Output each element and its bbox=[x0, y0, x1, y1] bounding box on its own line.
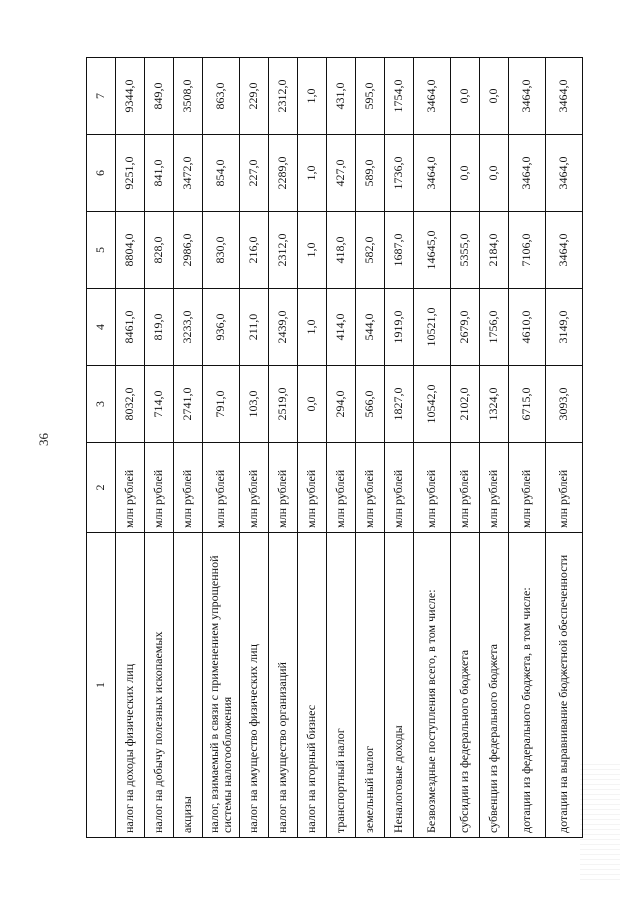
value-cell: 211,0 bbox=[240, 289, 269, 366]
row-unit: млн рублей bbox=[451, 443, 480, 533]
row-label: налог на игорный бизнес bbox=[298, 533, 327, 838]
table-row bbox=[356, 58, 385, 838]
row-unit: млн рублей bbox=[509, 443, 546, 533]
row-unit: млн рублей bbox=[240, 443, 269, 533]
value-cell: 1756,0 bbox=[480, 289, 509, 366]
value-cell: 3464,0 bbox=[414, 135, 451, 212]
value-cell: 841,0 bbox=[145, 135, 174, 212]
table-row bbox=[116, 58, 145, 838]
value-cell: 2679,0 bbox=[451, 289, 480, 366]
row-unit: млн рублей bbox=[414, 443, 451, 533]
value-cell: 229,0 bbox=[240, 58, 269, 135]
table-row bbox=[174, 58, 203, 838]
value-cell: 1754,0 bbox=[385, 58, 414, 135]
value-cell: 14645,0 bbox=[414, 212, 451, 289]
value-cell: 1736,0 bbox=[385, 135, 414, 212]
value-cell: 3508,0 bbox=[174, 58, 203, 135]
header-cell: 7 bbox=[87, 58, 116, 135]
value-cell: 2312,0 bbox=[269, 58, 298, 135]
row-unit: млн рублей bbox=[269, 443, 298, 533]
row-label: дотации на выравнивание бюджетной обеспеченности bbox=[546, 533, 583, 838]
table-row bbox=[145, 58, 174, 838]
value-cell: 595,0 bbox=[356, 58, 385, 135]
header-cell: 6 bbox=[87, 135, 116, 212]
value-cell: 216,0 bbox=[240, 212, 269, 289]
row-label: транспортный налог bbox=[327, 533, 356, 838]
value-cell: 3464,0 bbox=[414, 58, 451, 135]
table-row bbox=[203, 58, 240, 838]
row-unit: млн рублей bbox=[385, 443, 414, 533]
value-cell: 854,0 bbox=[203, 135, 240, 212]
header-cell: 4 bbox=[87, 289, 116, 366]
header-cell: 2 bbox=[87, 443, 116, 533]
value-cell: 1,0 bbox=[298, 289, 327, 366]
value-cell: 2741,0 bbox=[174, 366, 203, 443]
value-cell: 9344,0 bbox=[116, 58, 145, 135]
table-row bbox=[451, 58, 480, 838]
row-unit: млн рублей bbox=[480, 443, 509, 533]
value-cell: 544,0 bbox=[356, 289, 385, 366]
value-cell: 1827,0 bbox=[385, 366, 414, 443]
value-cell: 1687,0 bbox=[385, 212, 414, 289]
value-cell: 1,0 bbox=[298, 212, 327, 289]
value-cell: 431,0 bbox=[327, 58, 356, 135]
value-cell: 566,0 bbox=[356, 366, 385, 443]
value-cell: 589,0 bbox=[356, 135, 385, 212]
value-cell: 0,0 bbox=[451, 58, 480, 135]
value-cell: 0,0 bbox=[480, 58, 509, 135]
budget-table bbox=[86, 57, 583, 838]
table-header-row bbox=[87, 58, 116, 838]
value-cell: 828,0 bbox=[145, 212, 174, 289]
value-cell: 10542,0 bbox=[414, 366, 451, 443]
value-cell: 5355,0 bbox=[451, 212, 480, 289]
value-cell: 0,0 bbox=[298, 366, 327, 443]
value-cell: 1919,0 bbox=[385, 289, 414, 366]
value-cell: 2184,0 bbox=[480, 212, 509, 289]
value-cell: 3472,0 bbox=[174, 135, 203, 212]
value-cell: 4610,0 bbox=[509, 289, 546, 366]
header-cell: 5 bbox=[87, 212, 116, 289]
table-row bbox=[385, 58, 414, 838]
value-cell: 2312,0 bbox=[269, 212, 298, 289]
row-label: субсидии из федерального бюджета bbox=[451, 533, 480, 838]
value-cell: 791,0 bbox=[203, 366, 240, 443]
row-label: Неналоговые доходы bbox=[385, 533, 414, 838]
value-cell: 418,0 bbox=[327, 212, 356, 289]
table-row bbox=[240, 58, 269, 838]
row-label: земельный налог bbox=[356, 533, 385, 838]
table-row bbox=[327, 58, 356, 838]
row-label: налог на имущество физических лиц bbox=[240, 533, 269, 838]
value-cell: 2519,0 bbox=[269, 366, 298, 443]
page-number: 36 bbox=[36, 433, 51, 446]
value-cell: 582,0 bbox=[356, 212, 385, 289]
value-cell: 3464,0 bbox=[509, 135, 546, 212]
value-cell: 3233,0 bbox=[174, 289, 203, 366]
row-unit: млн рублей bbox=[145, 443, 174, 533]
table-row bbox=[546, 58, 583, 838]
value-cell: 7106,0 bbox=[509, 212, 546, 289]
scan-artifact bbox=[580, 760, 620, 880]
value-cell: 8804,0 bbox=[116, 212, 145, 289]
row-label: субвенции из федерального бюджета bbox=[480, 533, 509, 838]
value-cell: 103,0 bbox=[240, 366, 269, 443]
value-cell: 427,0 bbox=[327, 135, 356, 212]
table-row bbox=[414, 58, 451, 838]
value-cell: 3149,0 bbox=[546, 289, 583, 366]
row-label: налог на имущество организаций bbox=[269, 533, 298, 838]
value-cell: 8032,0 bbox=[116, 366, 145, 443]
rotated-table-container bbox=[86, 58, 583, 838]
row-unit: млн рублей bbox=[298, 443, 327, 533]
row-unit: млн рублей bbox=[356, 443, 385, 533]
value-cell: 6715,0 bbox=[509, 366, 546, 443]
row-unit: млн рублей bbox=[203, 443, 240, 533]
header-cell: 1 bbox=[87, 533, 116, 838]
value-cell: 10521,0 bbox=[414, 289, 451, 366]
row-label: налог, взимаемый в связи с применением упрощенной системы налогообложения bbox=[203, 533, 240, 838]
row-label: Безвозмездные поступления всего, в том числе: bbox=[414, 533, 451, 838]
value-cell: 1,0 bbox=[298, 58, 327, 135]
row-unit: млн рублей bbox=[327, 443, 356, 533]
value-cell: 1,0 bbox=[298, 135, 327, 212]
value-cell: 3464,0 bbox=[509, 58, 546, 135]
table-row bbox=[509, 58, 546, 838]
value-cell: 294,0 bbox=[327, 366, 356, 443]
row-label: акцизы bbox=[174, 533, 203, 838]
row-unit: млн рублей bbox=[546, 443, 583, 533]
row-label: дотации из федерального бюджета, в том числе: bbox=[509, 533, 546, 838]
value-cell: 714,0 bbox=[145, 366, 174, 443]
value-cell: 2289,0 bbox=[269, 135, 298, 212]
value-cell: 830,0 bbox=[203, 212, 240, 289]
value-cell: 8461,0 bbox=[116, 289, 145, 366]
value-cell: 863,0 bbox=[203, 58, 240, 135]
value-cell: 819,0 bbox=[145, 289, 174, 366]
value-cell: 227,0 bbox=[240, 135, 269, 212]
value-cell: 1324,0 bbox=[480, 366, 509, 443]
table-row bbox=[269, 58, 298, 838]
value-cell: 3464,0 bbox=[546, 212, 583, 289]
value-cell: 2439,0 bbox=[269, 289, 298, 366]
value-cell: 0,0 bbox=[480, 135, 509, 212]
value-cell: 9251,0 bbox=[116, 135, 145, 212]
row-unit: млн рублей bbox=[116, 443, 145, 533]
value-cell: 0,0 bbox=[451, 135, 480, 212]
value-cell: 3464,0 bbox=[546, 135, 583, 212]
value-cell: 849,0 bbox=[145, 58, 174, 135]
header-cell: 3 bbox=[87, 366, 116, 443]
value-cell: 3464,0 bbox=[546, 58, 583, 135]
table-row bbox=[480, 58, 509, 838]
row-unit: млн рублей bbox=[174, 443, 203, 533]
table-row bbox=[298, 58, 327, 838]
row-label: налог на добычу полезных ископаемых bbox=[145, 533, 174, 838]
value-cell: 936,0 bbox=[203, 289, 240, 366]
row-label: налог на доходы физических лиц bbox=[116, 533, 145, 838]
value-cell: 414,0 bbox=[327, 289, 356, 366]
value-cell: 2986,0 bbox=[174, 212, 203, 289]
value-cell: 3093,0 bbox=[546, 366, 583, 443]
value-cell: 2102,0 bbox=[451, 366, 480, 443]
